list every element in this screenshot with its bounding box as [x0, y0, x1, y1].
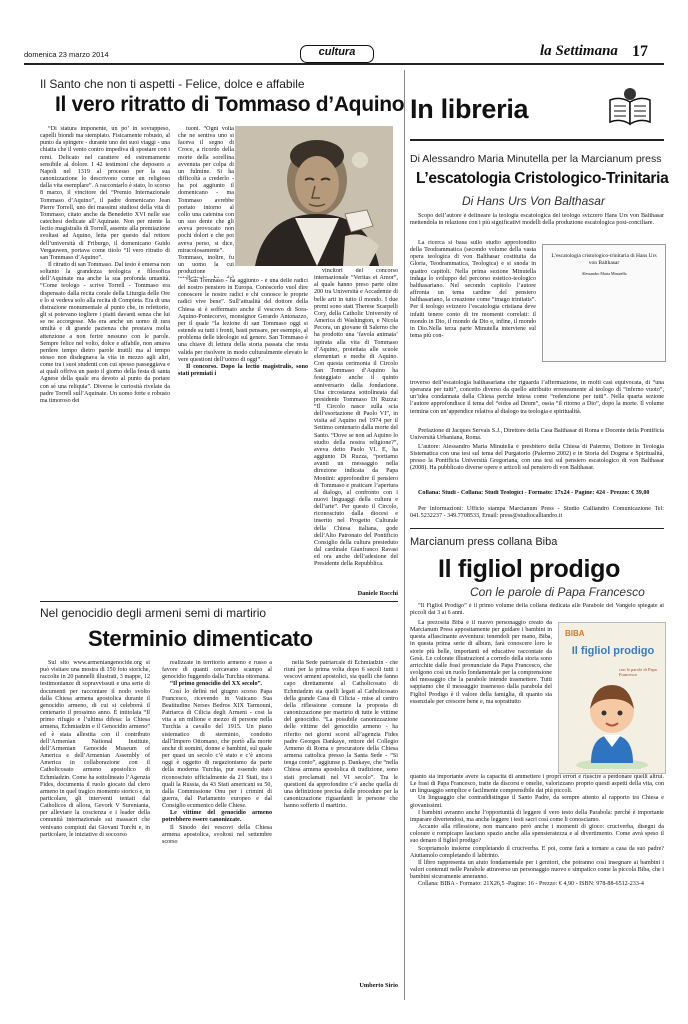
libreria-body [410, 380, 664, 426]
masthead: la Settimana [540, 43, 618, 59]
sterminio-kicker: Nel genocidio degli armeni semi di martirio [40, 606, 267, 620]
cover-brand: BIBA [565, 629, 585, 638]
aquino-column-3 [314, 268, 398, 586]
cover-title: Il figliol prodigo [571, 645, 655, 657]
sterminio-signature: Umberto Sirio [359, 982, 398, 989]
figliol-kicker: Marcianum press collana Biba [410, 536, 558, 548]
libreria-author-note [410, 444, 664, 473]
sterminio-column-3 [284, 660, 398, 978]
figliol-col-left [410, 620, 552, 772]
libreria-col-left [410, 240, 536, 380]
header-date: domenica 23 marzo 2014 [24, 50, 109, 59]
child-illustration [573, 679, 651, 769]
figliol-title: Il figliol prodigo [438, 555, 621, 583]
libreria-intro [410, 213, 664, 227]
libreria-collana-text: Collana: Studi - Collana: Studi Teologici - Formato: 17x24 - Pagine: 424 - Prezzo: € 39,00 [418, 490, 650, 496]
page-number: 17 [632, 43, 648, 60]
aquino-title: Il vero ritratto di Tommaso d’Aquino [55, 93, 405, 116]
header-rule [24, 63, 664, 65]
sterminio-col2-text-b: Così lo definì nel giugno scorso Papa Francesco, ricevendo in Vaticano Sua Beatitudine Nerses Bedros XIX Tarmouni, Patriarca di Cilicia degli Armeni - cosi la vita a un milione e mezzo di persone nella Turchia a cavallo del 1915. Un piano sistematico di sterminio, condotto dall’Impero Ottomano, che portò alla morte anche di uomini, donne e bambini, sul quale per quasi un secolo c’è stato e c’è ancora oggi è oggetto di negazionismo da parte della moderna Turchia, pur essendo stato riconosciuto ufficialmente da 21 Stati, tra i quali la Russia, da 43 Stati americani su 50, dalla Commissione Onu per i crimini di guerra, dal Parlamento europeo e dal Consiglio ecumenico delle Chiese. [162, 688, 272, 810]
figliol-p3: I bambini avranno anche l’opportunità di leggere il vero testo della Parabola: perché è importante imparare divertendosi, ma anche leggere i testi sacri così come li conosciamo. [410, 809, 664, 823]
sterminio-column-1 [40, 660, 150, 994]
figliol-subtitle: Con le parole di Papa Francesco [470, 585, 645, 599]
figliol-p2: Un linguaggio che contraddistingue il Santo Padre, da sempre attento al rapporto tra Chiesa e giovanissimi. [410, 795, 664, 809]
figliol-col-left-text: La prezosità Biba è il nuovo personaggio creato da Marcianum Press appositamente per guidare i bambini in questa affascinante avventura: tenendoli per mano, Biba, in questa prima serie di album, farà conoscere loro le storie più belle, importanti ed educative raccontate da Gesù. Le colorate illustrazioni a corredo della storia sono arricchite dalle frasi pronunciate da Papa Francesco, che svolgono così un ruolo fondamentale per la comprensione del messaggio che la parabole intende trasmettere. Tutti sappiamo che il messaggio trasmesso dalla parabola del Figliol Prodigo è il valore della famiglia, di quanto sia essenziale per crescere bene e, ma soprattutto [410, 620, 552, 705]
figliol-body-text: quanto sia importante avere la capacità di ammettere i propri errori e riuscire a perdonare quelli altrui. Le frasi di Papa Francesco, tratte da discorsi e omelie, valorizzano proprio questi aspetti della vita, con un linguaggio semplice e facilmente comprensibile dai più piccoli. [410, 774, 664, 795]
sterminio-title: Sterminio dimenticato [88, 626, 313, 651]
sterminio-col2-text-c: Il Sinodo dei vescovi della Chiesa armena apostolica, svoltosi nel settembre scorso [162, 824, 272, 845]
libreria-intro-text: Scopo dell’autore è delineare la teologia escatologica del teologo svizzero Hans Urs von Balthasar mettendola in relazione con i più significativi modelli della produzione escatologica post-conciliare. [410, 213, 664, 227]
figliol-body [410, 774, 664, 889]
portrait-image [235, 126, 393, 266]
figliol-collana: Collana: BIBA - Formato: 21X26,5 -Pagine: 16 - Prezzo: € 4,90 - ISBN: 978-88-6512-233-4 [418, 881, 644, 888]
sterminio-col2-text: realizzate in territorio armeno e russo a favore di quanti cercavano scampo al genocidio fuggendo dalla Turchia ottomana. [162, 660, 272, 681]
libreria-title: L’escatologia Cristologico-Trinitaria [416, 170, 669, 187]
sterminio-col3-text: nella Sede patriarcale di Echmiadzin - che riunì per la prima volta dopo 6 secoli tutti i vescovi armeni apostolici, sia quelli che fanno capo direttamente al Catholicosato di Echmiadzin sia quelli legati al Catholicosato della grande Casa di Cilicia - mise al centro della riflessione comune la proposta di canonizzazione per martirio di tutte le vittime del genocidio. “La possibile canonizzazione delle vittime del genocidio armeno - ha riferito nei giorni scorsi all’agenzia Fides padre Georges Dankaye, rettore del Collegio Armeno di Roma e procuratore della Chiesa armena cattolica presso la Santa Sede - “Si tenga conto”, aggiunse p. Dankaye, che “nella Chiesa armena apostolica di tradizione, sono stati proclamati nel VI secolo”. Tra le questioni da approfondire c’è anche quella di una definizione precisa delle procedure per la canonizzazione riguardanti le persone che hanno sofferto il martirio. [284, 660, 398, 810]
open-book-icon [606, 86, 654, 126]
sterminio-col1-text: Sul sito www.armeniangenocide.org si può visitare una mostra di 150 foto storiche, raccolte in 20 pannelli illustrati, 3 mappe, 12 testimonianze di sopravvissuti e una serie di documenti per raccontare il nodo svolto dalla Chiesa armena apostolica durante il genocidio armeno, di cui si celebrerà il centenario il prossimo anno. È intitolata “Il primo rifugio e l’ultima difesa: la Chiesa armena, Echmiadzin e il Genocidio armeno” ed è stata allestita con il contributo dell’Armenian National Institute, dell’Armenian Genocide Museum of America e dell’Armenian Assembly of America in collaborazione con il Catholicosato armeno apostolico di Echmiadzin. Come ha sottolineato l’Agenzia Fides, documenta il ruolo giocato dal clero armeno in quel tragico momento storico e, in particolare, gli interventi tentati dal Catholicos di allora, Gevork V Surenianta, per alleviare la coscienza e i leader della comunità internazionale sui massacri che venivano compiuti dai Giovani Turchi e, in particolare, le iniziative di soccorso [40, 660, 150, 838]
sterminio-column-2 [162, 660, 272, 994]
aquino-col1-p1: “Di statura imponente, un po’ in sovrappeso, capelli biondi ma stempiato. Fisicamente robusto, al punto da spingere - durante uno dei suoi viaggi - una chiatta che il vento contro impediva di spostare con i remi. Delicato nel carattere ed estremamente sensibile al dolore. I 42 testimoni che deposero a Napoli nel 1319 al processo per la sua canonizzazione lo descrivono come un religioso dalla vita esemplare”. A raccontarlo è stato, lo scorso 8 marzo, il vincitore del “Premio Internazionale Tommaso d’Aquino”, il padre domenicano Jean Pierre Torrell, uno dei massimi studiosi della vita di Tommaso, citato anche da Benedetto XVI nelle sue catechesi dedicate all’Aquinate. Non per niente la lectio magistralis di Torrell, assente alla premiazione svoltasi ad Aquino, letta per questo dal rettore dell’università di Friburgo, il domenicano Guido Vergauwen, portava come titolo “Il vero ritratto di san Tommaso d’Aquino”. [40, 126, 170, 261]
figliol-p6: Il libro rappresenta un aiuto fondamentale per i genitori, che potranno così insegnare ai bambini i valori contenuti nelle Parabole attraverso un personaggio nuovo e simpatico come la piccola Biba, che i bambini sicuramente ameranno. [410, 859, 664, 881]
figliol-p4: Accanto alla riflessione, non mancano però anche i momenti di gioco: cruciverba, disegni da colorare e rompicapo lasciano spazio anche alla spensieratezza e al divertimento. Come avrà speso il suo denaro il figliol prodigo? [410, 824, 664, 845]
libreria-author-text: L’autore: Alessandro Maria Minutella è presbitero della Chiesa di Palermo, Dottore in Teologia Sistematica con una tesi sul tema del Purgatorio (Palermo 2002) e in Storia del Dogma e Spiritualità, presso la Pontificia Università Gregoriana, con una tesi sul pensiero escatologico di von Balthasar (2008). Ha pubblicato diverse opere e articoli sul pensiero di von Balthasar. [410, 444, 664, 472]
figliol-intro-text: “Il Figliol Prodigo” è il primo volume della collana dedicata alle Parabole del Vangelo spiegate ai piccoli dai 3 ai 6 anni. [410, 603, 664, 617]
aquino-col2-text-a: tuoni. “Ogni volta che ne sentiva uno si faceva il segno di Croce, a ricordo della morte della sorellina avvenuta per colpa di un fulmine. Si ha difficoltà a crederlo - ha poi aggiunto il domenicano - ma Tommaso avrebbe portato intorno al collo una catenina con un suo dente che gli aveva provocato non pochi dolori e che poi aveva perso, si dice, miracolosamente”. Tommaso, inoltre, fu un uomo la cui produzione [178, 126, 234, 276]
aquino-signature: Daniele Rocchi [357, 590, 398, 597]
aquino-column-2-lower [178, 278, 308, 584]
libreria-banner: In libreria [410, 94, 529, 124]
libreria-col-left-text: La ricerca si basa sullo studio approfondito della Teodrammatica (secondo volume della vasta opera teologica di von Balthasar costituita da Gloria, Teodrammatica, Teologica) e si snoda in quattro capitoli. Nella prima sezione Minutella indaga lo sviluppo del percorso estetico-teologico balthasariano. Nel secondo capitolo l’autore affronta un tema cardine del pensiero balthasariano, la creazione come “imago trinitatis”. Per il teologo svizzero l’escatologia cristiana deve infatti tenere conto di tre momenti correlati: il mondo in Dio, il mondo da Dio e, infine, il mondo in Dio.Nella terza parte Minutella interviene sul tema più con- [410, 240, 536, 340]
aquino-col1-p2: Il ritratto di san Tommaso. Dal testo è emersa non soltanto la grandezza teologica e filosofica dell’Aquinate ma anche la sua profonda umanità. “Come teologo - scrive Torrell - Tommaso era dispensato dalla recita corale della Liturgia delle Ore e lo si vedeva solo alla recita di Compieta. Era di una distrazione monumentale al punto che, in refettorio, gli si potevano togliere i piatti davanti senza che lui se ne accorgesse. Ma era anche un uomo di rara umiltà e di grande pazienza che prestava molta attenzione a non ferire nessuno con le parole. Sempre felice nel volto, dolce e affabile, non amava perdere tempo dietro parole inutili ma al tempo stesso non disdegnava la vita in mezzo agli altri, come tra i suoi studenti con cui spesso passeggiava e ai quali offriva un pasto il giorno della festa di santa Agnese della quale era devoto al punto da portare con sé una reliquia”. Diverse le curiosità rivelate da padre Torrell sull’Aquinate. Un uomo forte e robusto ma timoroso dei [40, 261, 170, 404]
libreria-body-text: troverso dell’escatologia balthasariana che riguarda l’affermazione, in molti casi equivocata, di “una speranza per tutti”, concetto diverso da quello attribuito erroneamente al teologo di “inferno vuoto”, un’idea condannata dalla Chiesa perché intesa come “redenzione per tutti”. Nella quarta sezione l’autore approfondisce il tema del “eidos ad Deum”, ossia “il ritorno a Dio”, dopo la morte. Il volume termina con un’appendice relativa al dialogo tra teologia e spiritualità. [410, 380, 664, 415]
book-cover-title: L’escatologia cristologico-trinitaria di Hans Urs von Balthasar [551, 253, 657, 266]
aquino-column-2 [178, 126, 234, 278]
column-separator [404, 70, 405, 1000]
aquino-bottom-rule [40, 601, 398, 602]
book-cover-author: Alessandro Maria Minutella [581, 271, 627, 276]
cover-subtitle: con le parole di Papa Francesco [619, 667, 657, 677]
libreria-collana [410, 490, 664, 497]
figliol-book-cover [558, 622, 666, 774]
libreria-preface-text: Prefazione di Jacques Servais S.J., Direttore della Casa Balthasar di Roma e Docente della Pontificia Università Urbaniana, Roma. [410, 428, 664, 442]
libreria-preface [410, 428, 664, 442]
figliol-rule [410, 528, 664, 529]
section-label: cultura [318, 46, 356, 58]
aquino-col2-text-c: Il concorso. Dopo la lectio magistralis, sono stati premiati i [178, 363, 308, 378]
figliol-intro [410, 603, 664, 617]
libreria-subtitle: Di Hans Urs Von Balthasar [462, 194, 605, 208]
libreria-info-text: Per informazioni: Ufficio stampa Marcianum Press - Studio Calliandro Comunicazione Tel: 041.5232237 - 349.7708533, Email: press@studiocalliandro.it [410, 506, 664, 520]
sterminio-col2-heading-2: Le vittime del genocidio armeno potrebbero essere canonizzate. [162, 810, 272, 824]
aquino-column-1 [40, 126, 170, 588]
sterminio-col2-heading-1: “Il primo genocidio del XX secolo”. [170, 681, 263, 688]
libreria-rule [410, 139, 664, 141]
tommaso-portrait [235, 126, 393, 266]
libreria-book-cover [542, 244, 666, 362]
figliol-p5: Scopriamolo insieme completando il cruciverba. E poi, come farà a tornare a casa da suo padre? Aiutiamolo completando il labirinto. [410, 845, 664, 859]
aquino-col2-text-b: “San Tommaso - ha aggiunto - è una delle radici del nostro pensiero in Europa. Conoscerlo vuol dire conoscere le nostre radici e chi conosce le proprie radici vive bene”. Sull’attualità del dottore della Chiesa si è soffermato anche il vescovo di Sora-Aquino-Pontecorvo, monsignor Gerardo Antonazzo, per il quale “la lezione di san Tommaso oggi si estende su tutti i fronti, basti pensare, per esempio, al problema delle ideologie sul genere. San Tommaso è una chiave di lettura della storia passata che resta valida per risolvere in modo culturalmente elevato le vere questioni dell’uomo di oggi”. [178, 278, 308, 363]
libreria-byline: Di Alessandro Maria Minutella per la Marcianum press [410, 153, 662, 165]
aquino-kicker: Il Santo che non ti aspetti - Felice, dolce e affabile [40, 77, 305, 91]
aquino-col3-text: vincitori del concorso internazionale “Veritas et Amor”, al quale hanno preso parte oltre 200 tra Università e Accademie di belle arti in tutto il mondo. I due premi sono stati Therese Scarpelli Cory, della Catholic University of America di Washington, e Nicola Pecora, un giovane di Salerno che ha prodotto una ‘favola animata’ ispirata alla vita di Tommaso d’Aquino, proiettata alle scuole elementari e medie di Aquino. Con questa cerimonia il Circolo San Tommaso d’Aquino ha festeggiato anche il quinto anniversario dalla fondazione. Una circostanza sottolineata dal presidente Tommaso Di Ruzza: “Il Circolo nasce sulla scia dell’esortazione di Paolo VI”, in visita ad Aquino nel 1974 per il Settimo centenario dalla morte del Santo. “Dove se non ad Aquino lo studio della nostra religione?”, aveva detto Paolo VI. E, ha aggiunto Di Ruzza, “portiamo avanti un messaggio nella direzione indicata da Papa Montini: approfondire il pensiero di Tommaso e praticare l’apertura al dialogo, al confronto con i nuovi linguaggi della cultura e dell’arte”. Per questo il Circolo, riconosciuto dalla diocesi e inserito nel Progetto Culturale della Chiesa italiana, gode dell’Alto Patronato del Pontificio Consiglio della cultura presieduto dal cardinale Gianfranco Ravasi ed ora anche dell’adesione del Presidente della Repubblica. [314, 268, 398, 568]
libreria-info [410, 506, 664, 520]
